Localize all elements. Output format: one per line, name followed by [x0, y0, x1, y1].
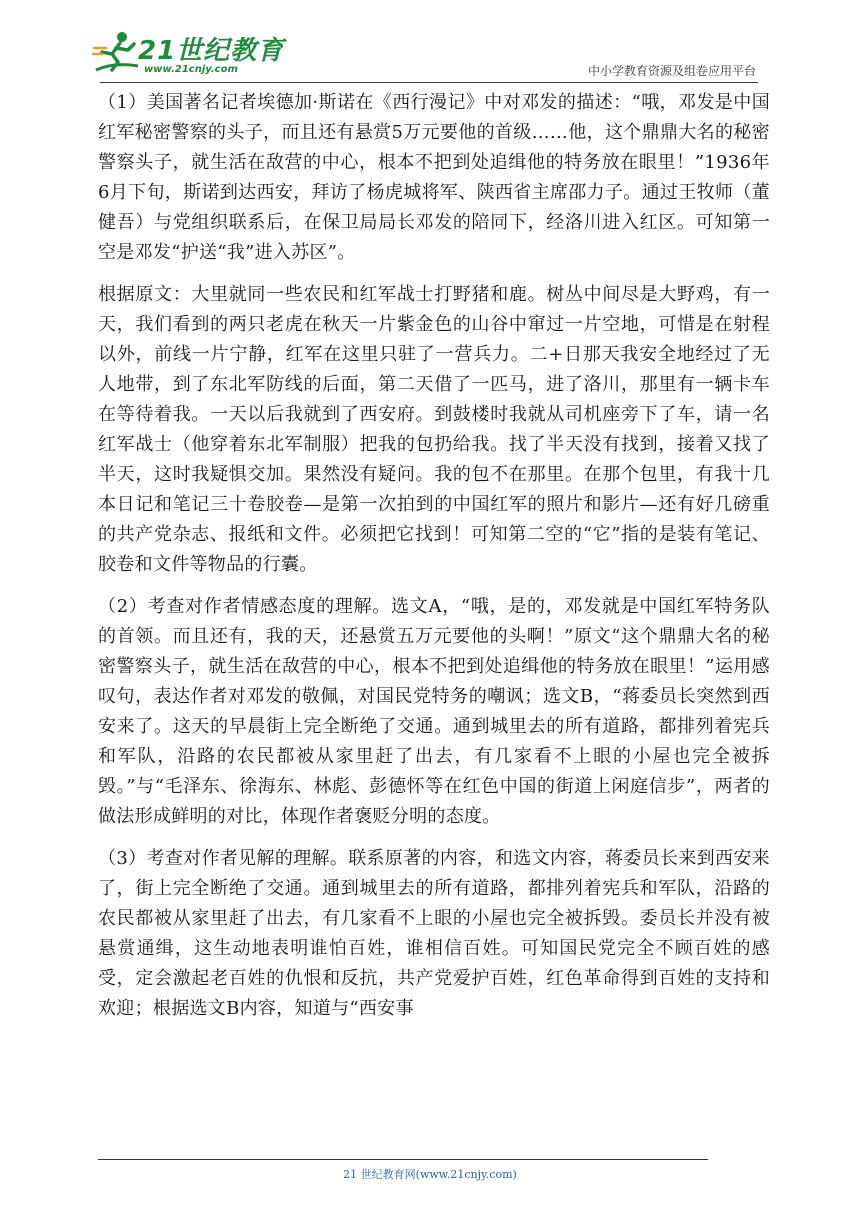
- page-header: [0, 0, 860, 90]
- answer-paragraph-2: 根据原文：大里就同一些农民和红军战士打野猪和鹿。树丛中间尽是大野鸡，有一天，我们看到的两只老虎在秋天一片紫金色的山谷中窜过一片空地，可惜是在射程以外，前线一片宁静，红军在这里只驻了一营兵力。二+日那天我安全地经过了无人地带，到了东北军防线的后面，第二天借了一匹马，进了洛川，那里有一辆卡车在等待着我。一天以后我就到了西安府。到鼓楼时我就从司机座旁下了车，请一名红军战士（他穿着东北军制服）把我的包扔给我。找了半天没有找到，接着又找了半天，这时我疑惧交加。果然没有疑问。我的包不在那里。在那个包里，有我十几本日记和笔记三十卷胶卷—是第一次拍到的中国红军的照片和影片—还有好几磅重的共产党杂志、报纸和文件。必须把它找到！可知第二空的“它”指的是装有笔记、胶卷和文件等物品的行囊。: [98, 284, 770, 575]
- document-body: [98, 88, 770, 1036]
- answer-paragraph-1: （1）美国著名记者埃德加·斯诺在《西行漫记》中对邓发的描述：“哦，邓发是中国红军秘密警察的头子，而且还有悬赏5万元要他的首级……他，这个鼎鼎大名的秘密警察头子，就生活在敌营的中心，根本不把到处追缉他的特务放在眼里！”1936年6月下旬，斯诺到达西安，拜访了杨虎城将军、陕西省主席邵力子。通过王牧师（董健吾）与党组织联系后，在保卫局局长邓发的陪同下，经洛川进入红区。可知第一空是邓发“护送“我”进入苏区”。: [98, 92, 770, 263]
- logo-text: 21世纪教育: [138, 36, 285, 66]
- answer-paragraph-3: （2）考查对作者情感态度的理解。选文A，“哦，是的，邓发就是中国红军特务队的首领。而且还有，我的天，还悬赏五万元要他的头啊！”原文“这个鼎鼎大名的秘密警察头子，就生活在敌营的中心，根本不把到处追缉他的特务放在眼里！”运用感叹句，表达作者对邓发的敬佩，对国民党特务的嘲讽；选文B，“蒋委员长突然到西安来了。这天的早晨街上完全断绝了交通。通到城里去的所有道路，都排列着宪兵和军队，沿路的农民都被从家里赶了出去，有几家看不上眼的小屋也完全被拆毁。”与“毛泽东、徐海东、林彪、彭德怀等在红色中国的街道上闲庭信步”，两者的做法形成鲜明的对比，体现作者褒贬分明的态度。: [98, 596, 770, 827]
- logo-url: www.21cnjy.com: [144, 64, 238, 75]
- page-footer[interactable]: 21 世纪教育网(www.21cnjy.com): [343, 1168, 517, 1181]
- runner-logo-icon: [92, 30, 142, 76]
- platform-label: 中小学教育资源及组卷应用平台: [587, 64, 756, 78]
- footer-divider: [98, 1159, 708, 1160]
- answer-paragraph-4: （3）考查对作者见解的理解。联系原著的内容，和选文内容，蒋委员长来到西安来了，街上完全断绝了交通。通到城里去的所有道路，都排列着宪兵和军队，沿路的农民都被从家里赶了出去，有几家看不上眼的小屋也完全被拆毁。委员长并没有被悬赏通缉，这生动地表明谁怕百姓，谁相信百姓。可知国民党完全不顾百姓的感受，定会激起老百姓的仇恨和反抗，共产党爱护百姓，红色革命得到百姓的支持和欢迎；根据选文B内容，知道与“西安事: [98, 848, 770, 1019]
- header-divider: [100, 82, 758, 83]
- site-logo[interactable]: [92, 30, 285, 80]
